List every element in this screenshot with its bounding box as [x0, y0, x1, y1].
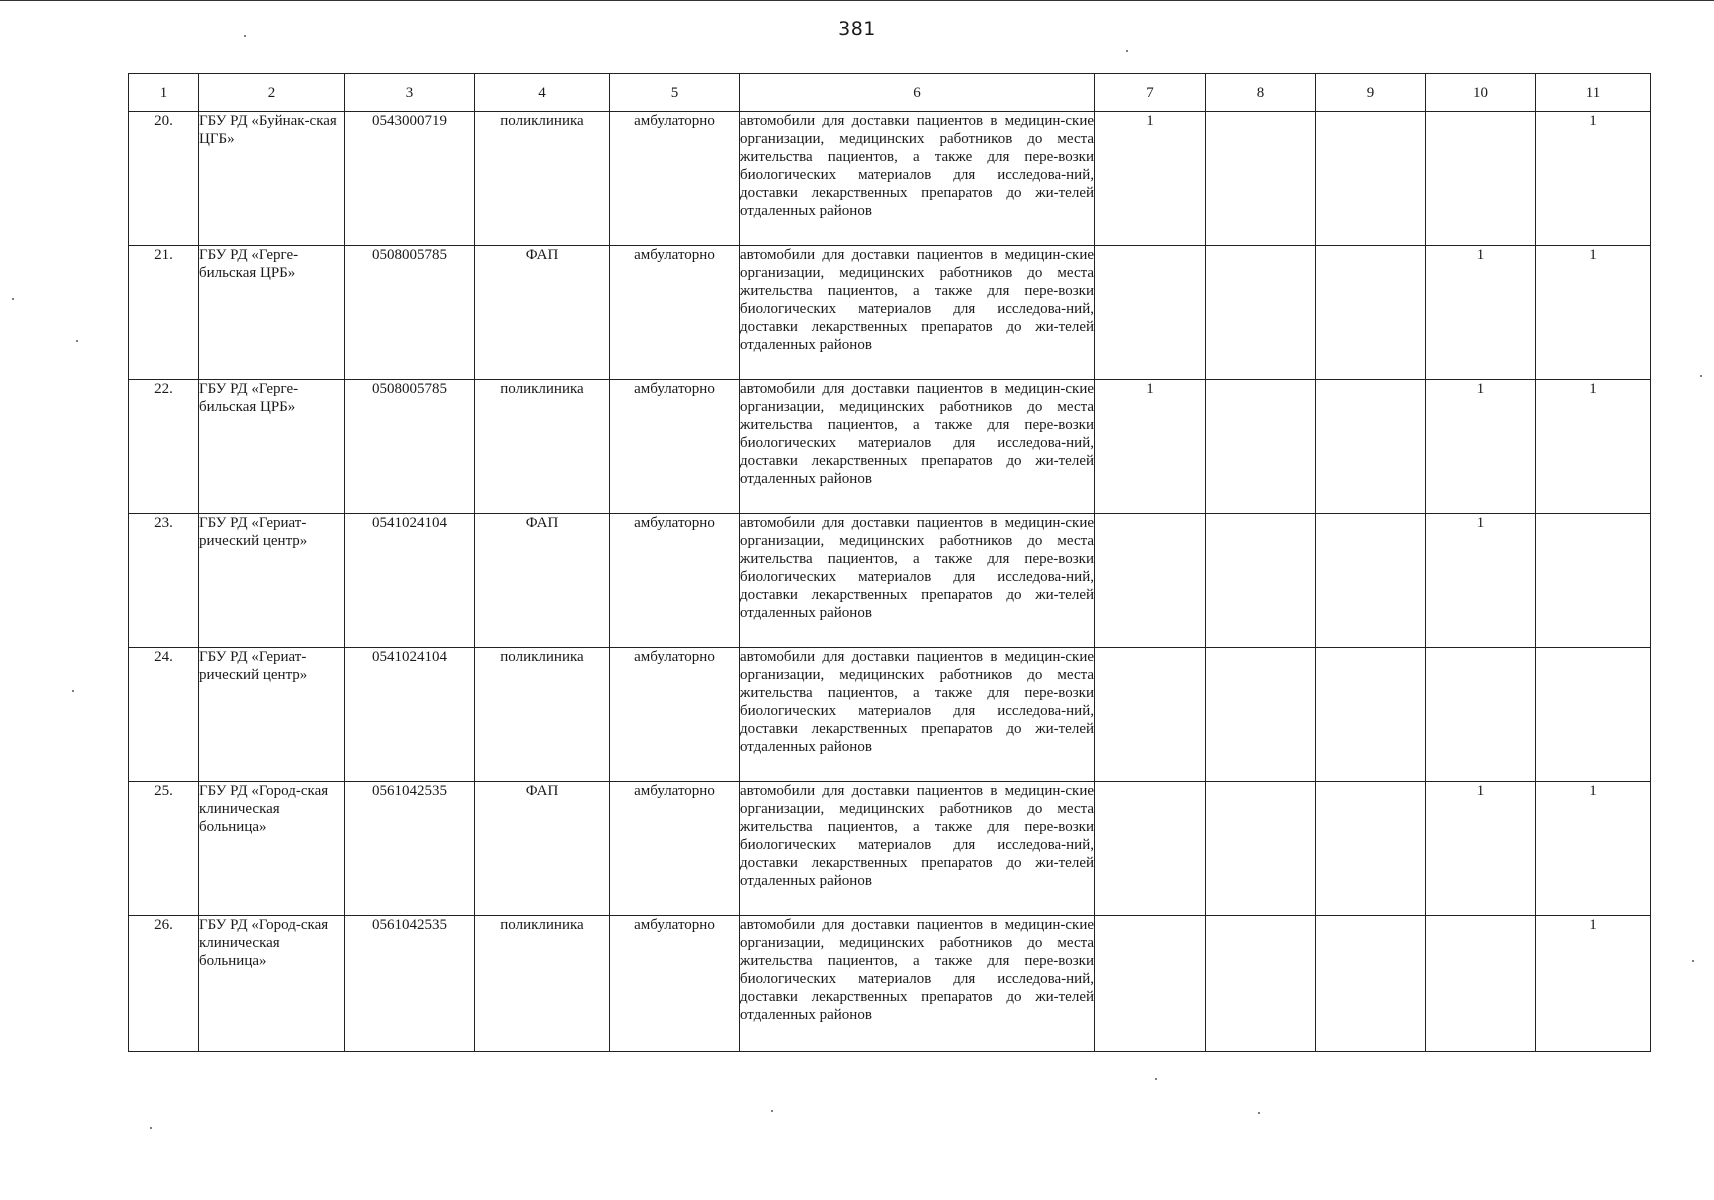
value-col-10: 1 — [1426, 782, 1536, 916]
value-col-8 — [1206, 112, 1316, 246]
scan-speck — [12, 298, 14, 300]
value-col-7: 1 — [1095, 380, 1206, 514]
value-col-10 — [1426, 648, 1536, 782]
value-col-10 — [1426, 916, 1536, 1052]
organization-name: ГБУ РД «Герге-бильская ЦРБ» — [199, 380, 345, 514]
column-header: 2 — [199, 74, 345, 112]
value-col-8 — [1206, 648, 1316, 782]
column-header: 7 — [1095, 74, 1206, 112]
value-col-8 — [1206, 380, 1316, 514]
table-row — [129, 112, 1651, 246]
scan-speck — [1692, 960, 1694, 962]
table-row — [129, 514, 1651, 648]
value-col-7: 1 — [1095, 112, 1206, 246]
row-number: 20. — [129, 112, 199, 246]
organization-code: 0541024104 — [345, 648, 475, 782]
row-number: 21. — [129, 246, 199, 380]
organization-code: 0543000719 — [345, 112, 475, 246]
table-row — [129, 246, 1651, 380]
organization-code: 0508005785 — [345, 380, 475, 514]
scan-speck — [1258, 1112, 1260, 1114]
value-col-7 — [1095, 246, 1206, 380]
organization-name: ГБУ РД «Город-ская клиническая больница» — [199, 916, 345, 1052]
value-col-7 — [1095, 782, 1206, 916]
organization-code: 0561042535 — [345, 916, 475, 1052]
facility-type: поликлиника — [475, 648, 610, 782]
care-condition: амбулаторно — [610, 246, 740, 380]
value-col-7 — [1095, 916, 1206, 1052]
column-header: 11 — [1536, 74, 1651, 112]
row-number: 26. — [129, 916, 199, 1052]
registry-table — [128, 73, 1651, 1052]
value-col-9 — [1316, 648, 1426, 782]
facility-type: поликлиника — [475, 380, 610, 514]
column-header: 10 — [1426, 74, 1536, 112]
scan-edge-line — [0, 0, 1714, 1]
scan-speck — [1700, 375, 1702, 377]
vehicle-purpose: автомобили для доставки пациентов в медицин-ские организации, медицинских работников до места жительства пациентов, а также для пере-возки биологических материалов для исследова-ний, доставки лекарственных препаратов до жи-телей отдаленных районов — [740, 246, 1095, 380]
organization-name: ГБУ РД «Гериат-рический центр» — [199, 514, 345, 648]
value-col-8 — [1206, 246, 1316, 380]
value-col-9 — [1316, 246, 1426, 380]
value-col-9 — [1316, 112, 1426, 246]
facility-type: ФАП — [475, 246, 610, 380]
vehicle-purpose: автомобили для доставки пациентов в медицин-ские организации, медицинских работников до места жительства пациентов, а также для пере-возки биологических материалов для исследова-ний, доставки лекарственных препаратов до жи-телей отдаленных районов — [740, 514, 1095, 648]
value-col-9 — [1316, 380, 1426, 514]
organization-code: 0508005785 — [345, 246, 475, 380]
scan-speck — [1126, 50, 1128, 52]
table-row — [129, 782, 1651, 916]
facility-type: поликлиника — [475, 916, 610, 1052]
scan-speck — [244, 35, 246, 37]
vehicle-purpose: автомобили для доставки пациентов в медицин-ские организации, медицинских работников до места жительства пациентов, а также для пере-возки биологических материалов для исследова-ний, доставки лекарственных препаратов до жи-телей отдаленных районов — [740, 648, 1095, 782]
facility-type: поликлиника — [475, 112, 610, 246]
value-col-8 — [1206, 916, 1316, 1052]
value-col-8 — [1206, 514, 1316, 648]
value-col-10: 1 — [1426, 380, 1536, 514]
organization-code: 0541024104 — [345, 514, 475, 648]
value-col-8 — [1206, 782, 1316, 916]
column-header: 1 — [129, 74, 199, 112]
vehicle-purpose: автомобили для доставки пациентов в медицин-ские организации, медицинских работников до места жительства пациентов, а также для пере-возки биологических материалов для исследова-ний, доставки лекарственных препаратов до жи-телей отдаленных районов — [740, 782, 1095, 916]
value-col-10 — [1426, 112, 1536, 246]
organization-name: ГБУ РД «Герге-бильская ЦРБ» — [199, 246, 345, 380]
column-header: 4 — [475, 74, 610, 112]
facility-type: ФАП — [475, 514, 610, 648]
row-number: 24. — [129, 648, 199, 782]
value-col-7 — [1095, 514, 1206, 648]
care-condition: амбулаторно — [610, 916, 740, 1052]
value-col-11: 1 — [1536, 380, 1651, 514]
value-col-7 — [1095, 648, 1206, 782]
value-col-11 — [1536, 648, 1651, 782]
column-header: 6 — [740, 74, 1095, 112]
value-col-9 — [1316, 514, 1426, 648]
table-row — [129, 648, 1651, 782]
care-condition: амбулаторно — [610, 112, 740, 246]
value-col-11: 1 — [1536, 112, 1651, 246]
organization-name: ГБУ РД «Город-ская клиническая больница» — [199, 782, 345, 916]
column-header: 3 — [345, 74, 475, 112]
scan-speck — [1155, 1078, 1157, 1080]
organization-code: 0561042535 — [345, 782, 475, 916]
column-header: 5 — [610, 74, 740, 112]
value-col-10: 1 — [1426, 514, 1536, 648]
column-header: 8 — [1206, 74, 1316, 112]
row-number: 25. — [129, 782, 199, 916]
value-col-11: 1 — [1536, 246, 1651, 380]
value-col-9 — [1316, 916, 1426, 1052]
row-number: 23. — [129, 514, 199, 648]
value-col-11 — [1536, 514, 1651, 648]
value-col-11: 1 — [1536, 782, 1651, 916]
page-number: 381 — [838, 18, 876, 40]
scan-speck — [150, 1127, 152, 1129]
scan-speck — [771, 1110, 773, 1112]
scan-speck — [76, 340, 78, 342]
value-col-11: 1 — [1536, 916, 1651, 1052]
table-row — [129, 916, 1651, 1052]
row-number: 22. — [129, 380, 199, 514]
organization-name: ГБУ РД «Гериат-рический центр» — [199, 648, 345, 782]
care-condition: амбулаторно — [610, 648, 740, 782]
care-condition: амбулаторно — [610, 782, 740, 916]
value-col-9 — [1316, 782, 1426, 916]
scan-speck — [72, 690, 74, 692]
organization-name: ГБУ РД «Буйнак-ская ЦГБ» — [199, 112, 345, 246]
vehicle-purpose: автомобили для доставки пациентов в медицин-ские организации, медицинских работников до места жительства пациентов, а также для пере-возки биологических материалов для исследова-ний, доставки лекарственных препаратов до жи-телей отдаленных районов — [740, 112, 1095, 246]
care-condition: амбулаторно — [610, 514, 740, 648]
column-header: 9 — [1316, 74, 1426, 112]
vehicle-purpose: автомобили для доставки пациентов в медицин-ские организации, медицинских работников до места жительства пациентов, а также для пере-возки биологических материалов для исследова-ний, доставки лекарственных препаратов до жи-телей отдаленных районов — [740, 380, 1095, 514]
header-row — [129, 74, 1651, 112]
table-row — [129, 380, 1651, 514]
vehicle-purpose: автомобили для доставки пациентов в медицин-ские организации, медицинских работников до места жительства пациентов, а также для пере-возки биологических материалов для исследова-ний, доставки лекарственных препаратов до жи-телей отдаленных районов — [740, 916, 1095, 1052]
care-condition: амбулаторно — [610, 380, 740, 514]
facility-type: ФАП — [475, 782, 610, 916]
value-col-10: 1 — [1426, 246, 1536, 380]
